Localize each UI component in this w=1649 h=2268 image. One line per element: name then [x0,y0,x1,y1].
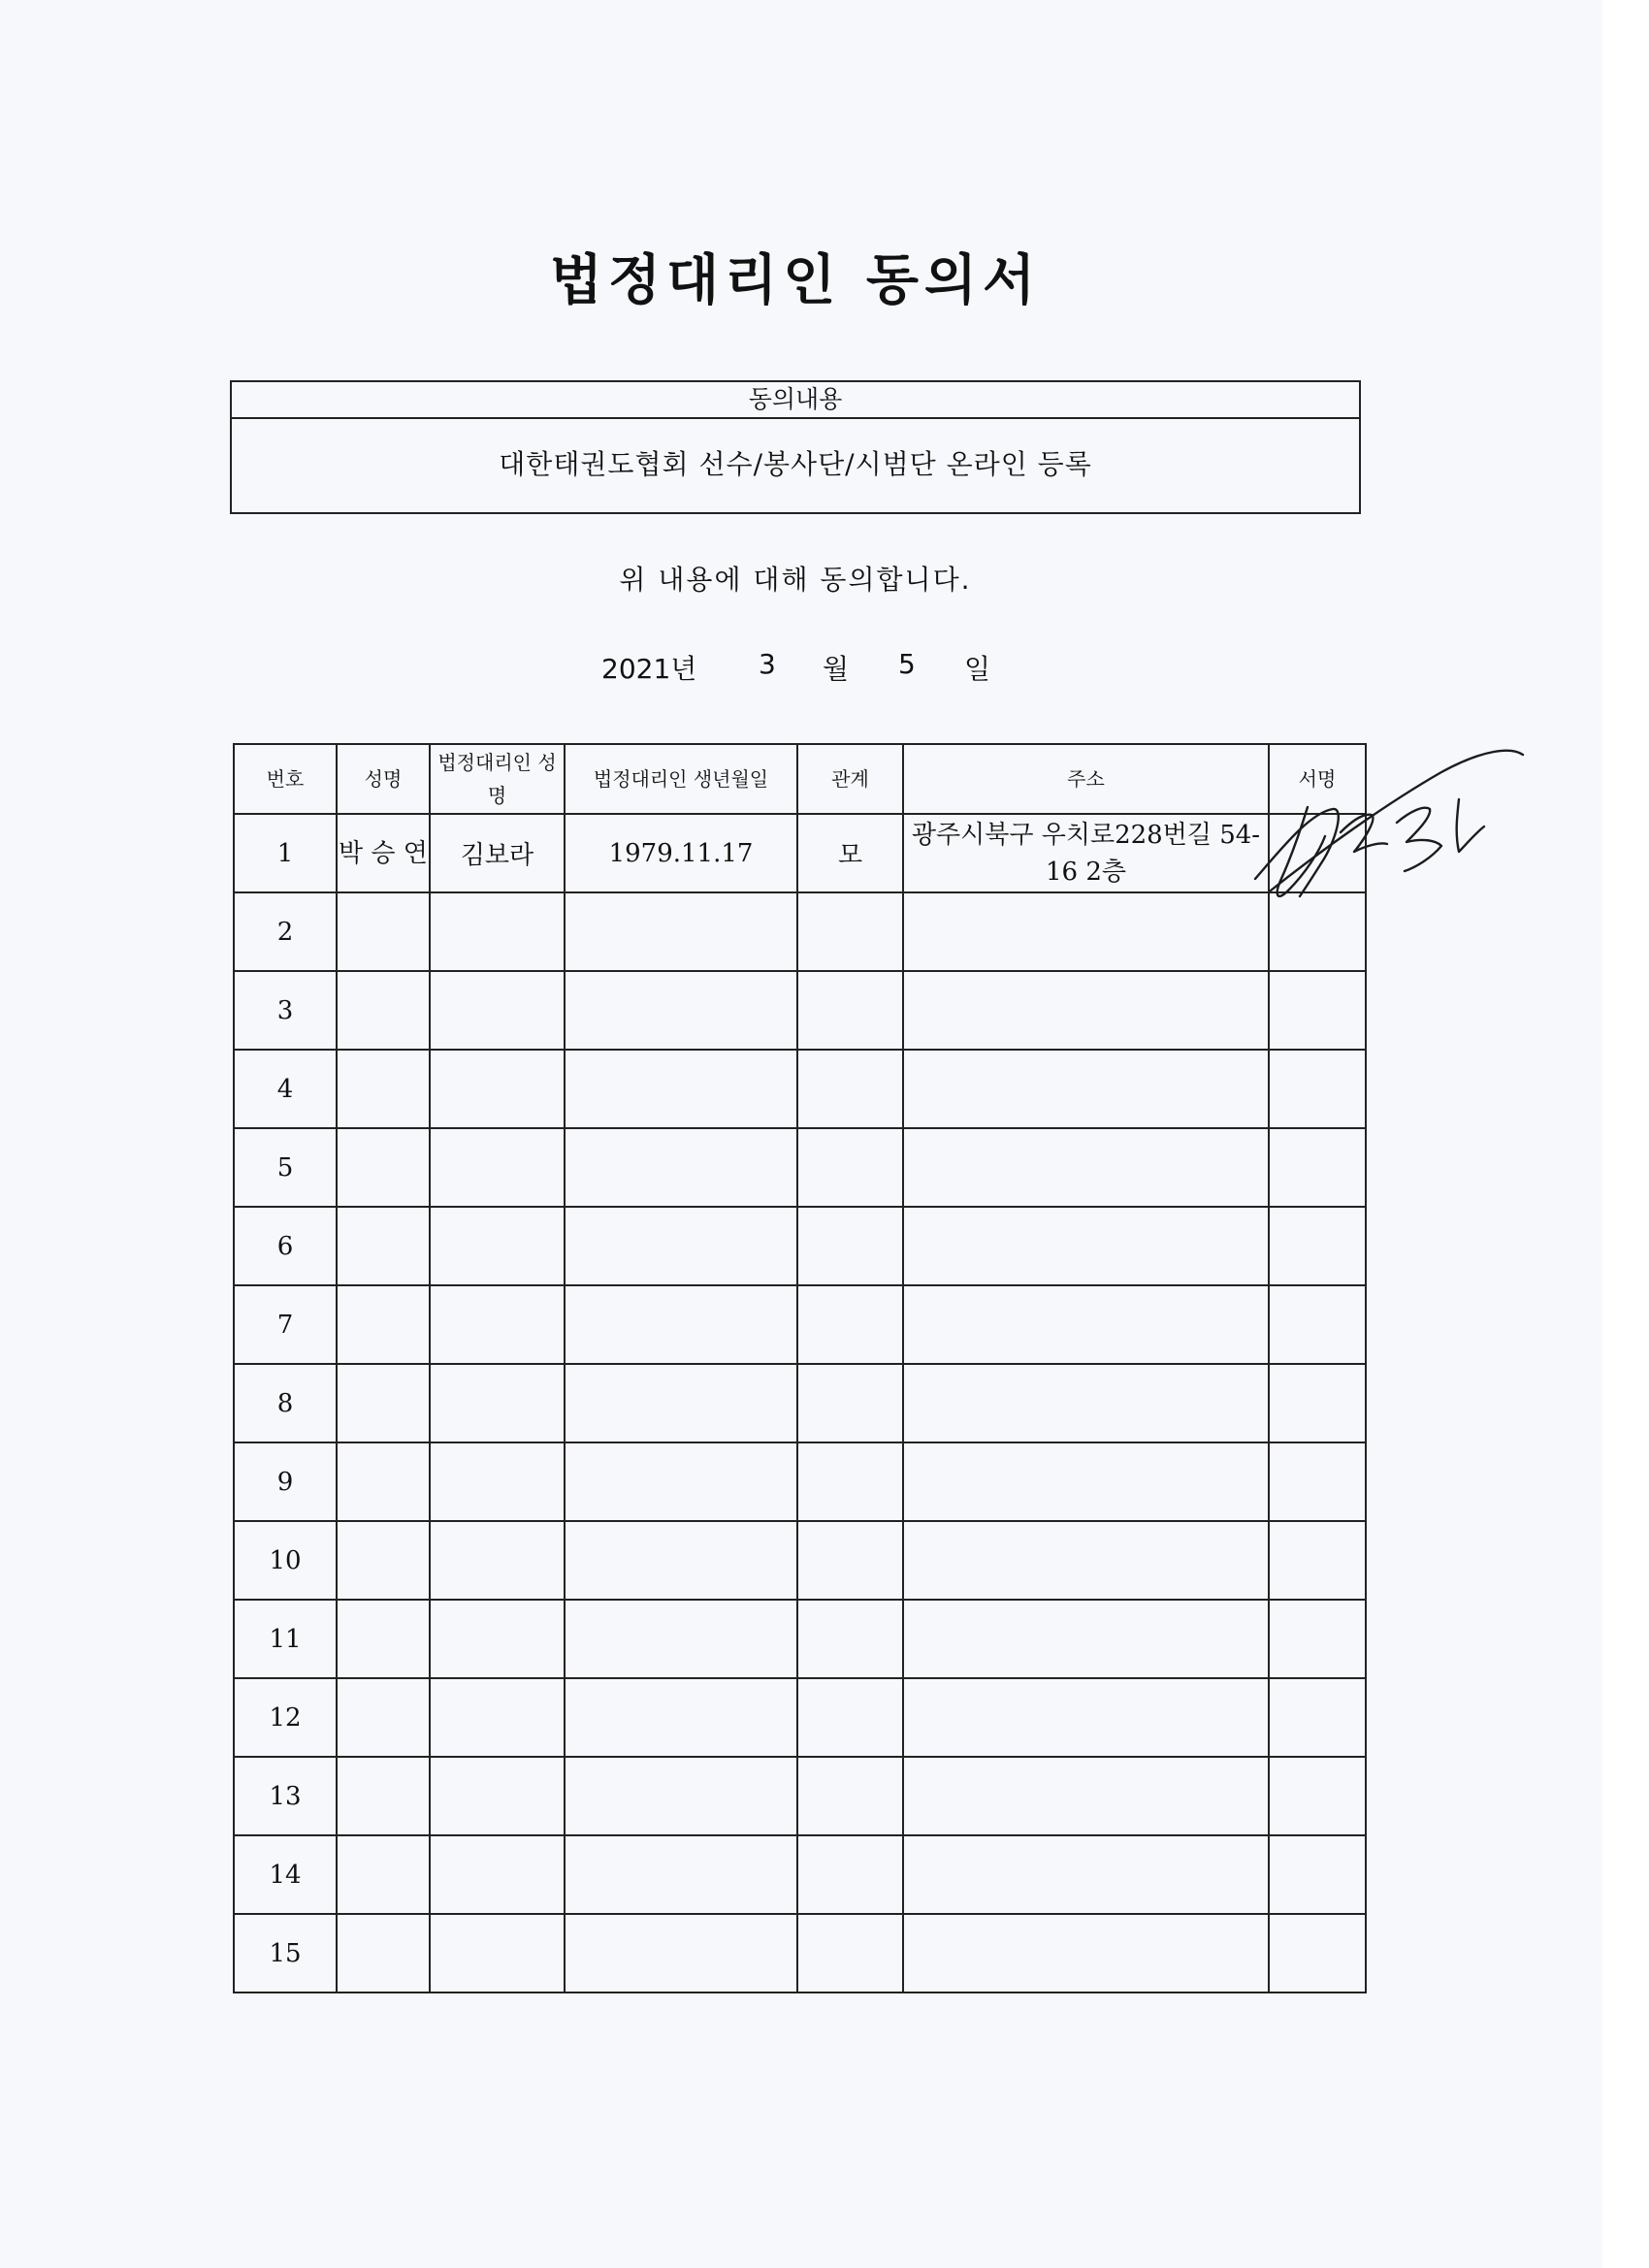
cell-guardian-name: 김보라 [430,814,565,892]
cell-address [903,1285,1269,1364]
cell-address [903,1050,1269,1128]
date-year: 2021년 [601,653,697,685]
date-month-label: 월 [823,653,850,685]
date-day-label: 일 [964,653,991,685]
date-day-value: 5 [898,648,916,680]
cell-relation [797,1050,903,1128]
cell-address [903,1600,1269,1678]
cell-signature [1269,1128,1366,1207]
cell-guardian-name [430,1364,565,1442]
consent-box [230,380,1361,514]
cell-address [903,1442,1269,1521]
table-row [234,971,1366,1050]
cell-relation [797,1207,903,1285]
cell-name [337,892,430,971]
cell-relation [797,1914,903,1993]
cell-name [337,1442,430,1521]
cell-guardian-birth [565,1521,797,1600]
scan-edge [1602,0,1649,2268]
cell-number: 10 [234,1521,337,1600]
cell-number: 15 [234,1914,337,1993]
table-row [234,1442,1366,1521]
cell-number: 8 [234,1364,337,1442]
table-row [234,1050,1366,1128]
cell-guardian-name [430,1128,565,1207]
cell-guardian-birth [565,1364,797,1442]
cell-guardian-birth [565,1678,797,1757]
cell-number: 12 [234,1678,337,1757]
cell-name [337,1285,430,1364]
document-title: 법정대리인 동의서 [549,249,1042,312]
cell-guardian-name [430,1442,565,1521]
cell-number: 3 [234,971,337,1050]
cell-guardian-birth [565,1600,797,1678]
cell-guardian-name [430,1050,565,1128]
cell-address [903,1678,1269,1757]
cell-relation [797,1678,903,1757]
cell-guardian-name [430,1835,565,1914]
cell-guardian-birth [565,1442,797,1521]
table-header-row [234,744,1366,814]
header-number: 번호 [234,744,337,814]
cell-signature [1269,1600,1366,1678]
cell-address [903,892,1269,971]
cell-name [337,971,430,1050]
cell-relation [797,1757,903,1835]
cell-guardian-birth [565,1285,797,1364]
table-row [234,1207,1366,1285]
cell-relation [797,1442,903,1521]
cell-name [337,1678,430,1757]
cell-signature [1269,1442,1366,1521]
cell-guardian-birth [565,1128,797,1207]
cell-guardian-name [430,1207,565,1285]
cell-address [903,1521,1269,1600]
cell-guardian-name [430,1757,565,1835]
cell-name [337,1757,430,1835]
cell-name [337,1600,430,1678]
cell-signature [1269,1914,1366,1993]
cell-name: 박 승 연 [337,814,430,892]
table-row [234,1128,1366,1207]
cell-signature [1269,1835,1366,1914]
cell-name [337,1050,430,1128]
header-guardian-name: 법정대리인 성명 [430,744,565,814]
cell-relation [797,971,903,1050]
cell-number: 2 [234,892,337,971]
cell-name [337,1835,430,1914]
cell-name [337,1207,430,1285]
cell-guardian-name [430,1678,565,1757]
cell-address [903,1914,1269,1993]
cell-signature [1269,1207,1366,1285]
cell-guardian-name [430,1521,565,1600]
cell-name [337,1914,430,1993]
cell-signature [1269,1678,1366,1757]
cell-number: 5 [234,1128,337,1207]
table-row [234,1600,1366,1678]
cell-guardian-name [430,1285,565,1364]
cell-signature [1269,971,1366,1050]
header-address: 주소 [903,744,1269,814]
cell-guardian-name [430,1914,565,1993]
cell-relation [797,892,903,971]
table-row [234,1364,1366,1442]
header-relation: 관계 [797,744,903,814]
table-row [234,814,1366,892]
cell-signature [1269,1364,1366,1442]
cell-guardian-birth: 1979.11.17 [565,814,797,892]
cell-name [337,1364,430,1442]
table-body [234,814,1366,1993]
cell-number: 7 [234,1285,337,1364]
table-row [234,1521,1366,1600]
cell-number: 4 [234,1050,337,1128]
cell-address [903,971,1269,1050]
cell-guardian-name [430,971,565,1050]
cell-guardian-name [430,1600,565,1678]
cell-relation [797,1285,903,1364]
cell-relation [797,1364,903,1442]
table-row [234,1835,1366,1914]
table-row [234,1285,1366,1364]
cell-signature [1269,1285,1366,1364]
cell-relation: 모 [797,814,903,892]
cell-guardian-birth [565,971,797,1050]
header-signature: 서명 [1269,744,1366,814]
guardian-table [233,743,1367,1993]
consent-header: 동의내용 [232,382,1359,419]
cell-guardian-name [430,892,565,971]
cell-number: 6 [234,1207,337,1285]
table-row [234,1757,1366,1835]
cell-name [337,1128,430,1207]
cell-number: 9 [234,1442,337,1521]
cell-number: 11 [234,1600,337,1678]
cell-relation [797,1600,903,1678]
cell-signature [1269,1757,1366,1835]
cell-relation [797,1128,903,1207]
cell-address [903,1128,1269,1207]
cell-guardian-birth [565,892,797,971]
cell-number: 1 [234,814,337,892]
cell-relation [797,1521,903,1600]
cell-address [903,1207,1269,1285]
table-row [234,1914,1366,1993]
cell-name [337,1521,430,1600]
cell-address [903,1364,1269,1442]
cell-address [903,1757,1269,1835]
cell-signature [1269,1521,1366,1600]
cell-guardian-birth [565,1914,797,1993]
date-month-value: 3 [759,648,776,680]
header-guardian-birth: 법정대리인 생년월일 [565,744,797,814]
table-row [234,892,1366,971]
header-name: 성명 [337,744,430,814]
cell-guardian-birth [565,1050,797,1128]
cell-address: 광주시북구 우치로228번길 54-16 2층 [903,814,1269,892]
consent-text: 대한태권도협회 선수/봉사단/시범단 온라인 등록 [499,448,1092,480]
cell-address [903,1835,1269,1914]
table-row [234,1678,1366,1757]
cell-signature [1269,1050,1366,1128]
agreement-statement: 위 내용에 대해 동의합니다. [619,564,972,596]
cell-relation [797,1835,903,1914]
cell-guardian-birth [565,1757,797,1835]
handwritten-signature [1251,745,1562,912]
cell-guardian-birth [565,1835,797,1914]
cell-guardian-birth [565,1207,797,1285]
cell-number: 14 [234,1835,337,1914]
cell-number: 13 [234,1757,337,1835]
